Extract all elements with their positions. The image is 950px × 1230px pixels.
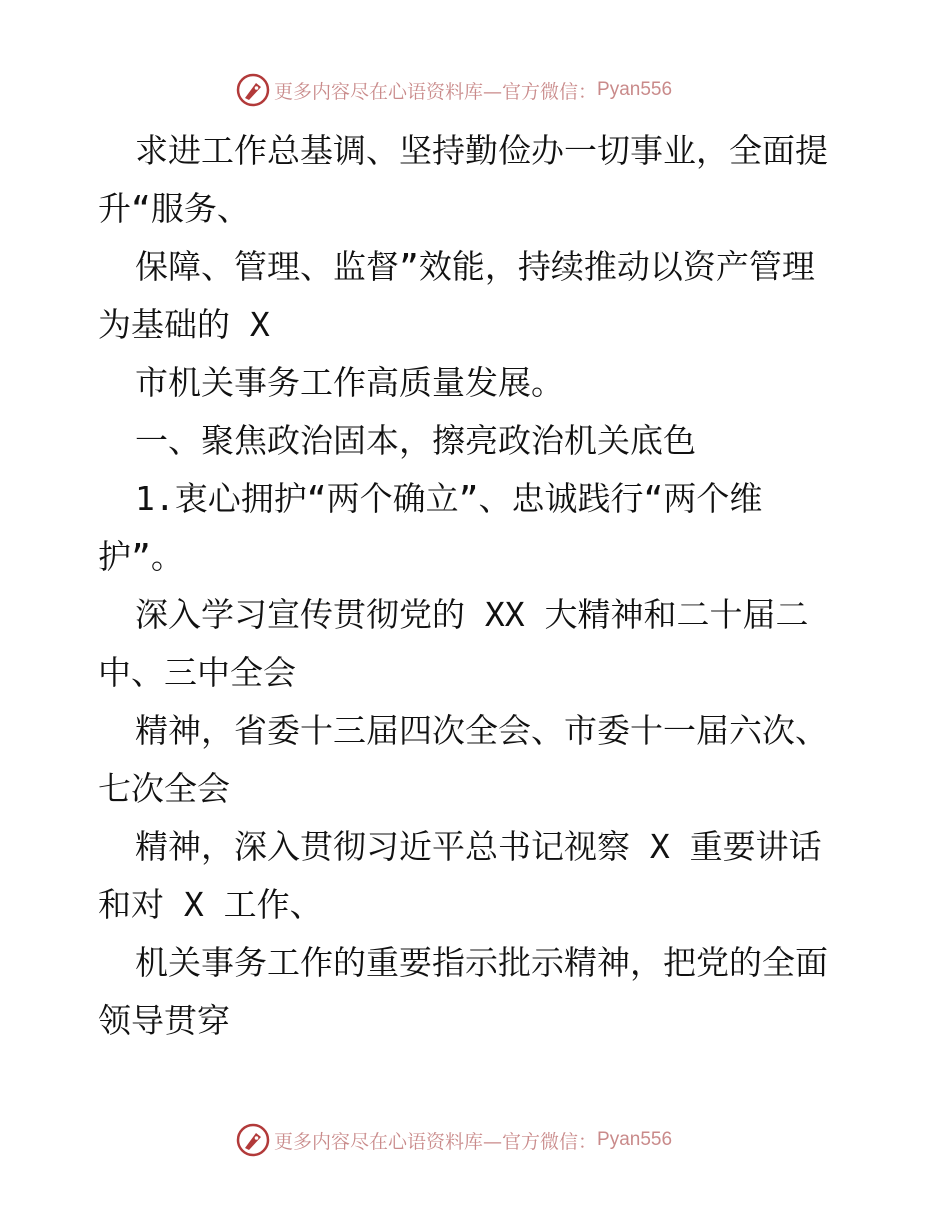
text-line: 和对 X 工作、 — [98, 885, 323, 924]
text-line: 七次全会 — [98, 769, 230, 808]
text-line: 深入学习宣传贯彻党的 XX 大精神和二十届二 — [135, 595, 809, 634]
text-line: 保障、管理、监督”效能，持续推动以资产管理 — [135, 247, 815, 286]
subsection-heading: 1.衷心拥护“两个确立”、忠诚践行“两个维 — [135, 479, 763, 518]
footer-watermark — [236, 1122, 672, 1158]
text-line: 中、三中全会 — [98, 653, 296, 692]
section-heading: 一、聚焦政治固本，擦亮政治机关底色 — [135, 421, 696, 460]
pen-nib-logo-icon — [236, 73, 270, 107]
watermark-wechat-id: Pyan556 — [597, 79, 673, 100]
watermark-wechat-id: Pyan556 — [597, 1129, 673, 1150]
text-line: 市机关事务工作高质量发展。 — [135, 363, 564, 402]
text-line: 求进工作总基调、坚持勤俭办一切事业，全面提 — [135, 131, 828, 170]
watermark-text: 更多内容尽在心语资料库—官方微信： — [274, 80, 598, 103]
text-line: 精神，深入贯彻习近平总书记视察 X 重要讲话 — [135, 827, 822, 866]
text-line: 护”。 — [98, 537, 184, 576]
document-body — [98, 122, 878, 1050]
header-watermark — [236, 72, 672, 108]
text-line: 机关事务工作的重要指示批示精神，把党的全面 — [135, 943, 828, 982]
text-line: 升“服务、 — [98, 189, 250, 228]
text-line: 为基础的 X — [98, 305, 270, 344]
watermark-text: 更多内容尽在心语资料库—官方微信： — [274, 1130, 598, 1153]
text-line: 领导贯穿 — [98, 1001, 230, 1040]
text-line: 精神，省委十三届四次全会、市委十一届六次、 — [135, 711, 828, 750]
pen-nib-logo-icon — [236, 1123, 270, 1157]
